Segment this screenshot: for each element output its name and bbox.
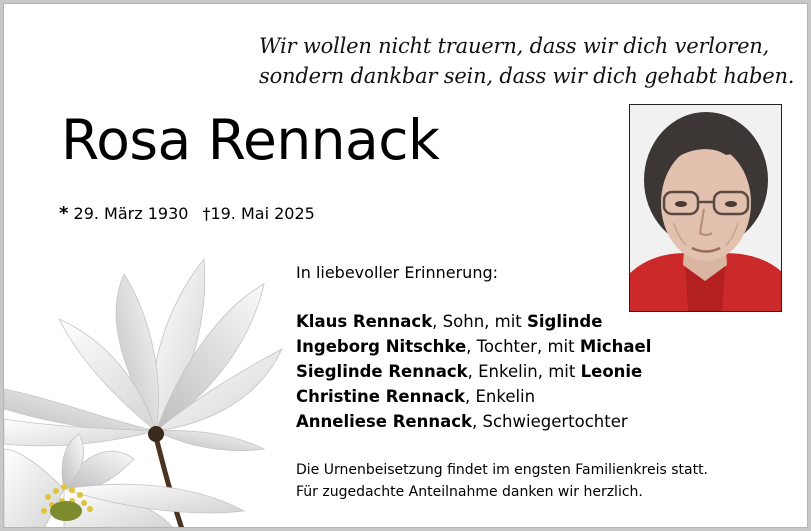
mourner-name: Ingeborg Nitschke xyxy=(296,337,467,356)
mourner-name: Christine Rennack xyxy=(296,387,465,406)
list-item xyxy=(296,309,651,334)
quote-line-1: Wir wollen nicht trauern, dass wir dich verloren, xyxy=(259,34,770,58)
mourner-relation: , Sohn, mit xyxy=(432,312,528,331)
list-item xyxy=(296,334,651,359)
portrait-photo xyxy=(629,104,782,312)
mourner-name: Klaus Rennack xyxy=(296,312,433,331)
mourner-list xyxy=(296,309,651,434)
remembrance-heading: In liebevoller Erinnerung: xyxy=(296,263,498,282)
list-item xyxy=(296,384,651,409)
list-item xyxy=(296,409,651,434)
deceased-name: Rosa Rennack xyxy=(61,108,440,172)
note-line-1: Die Urnenbeisetzung findet im engsten Familienkreis statt. xyxy=(296,462,709,478)
mourner-relation: , Schwiegertochter xyxy=(472,412,628,431)
quote-line-2: sondern dankbar sein, dass wir dich gehabt haben. xyxy=(259,64,795,88)
note-line-2: Für zugedachte Anteilnahme danken wir herzlich. xyxy=(296,484,643,500)
mourner-partner: Michael xyxy=(579,337,652,356)
memorial-quote xyxy=(259,31,794,91)
list-item xyxy=(296,359,651,384)
obituary-card xyxy=(3,3,808,528)
mourner-partner: Siglinde xyxy=(527,312,603,331)
death-mark: † xyxy=(202,204,211,223)
funeral-note xyxy=(296,459,708,503)
mourner-name: Anneliese Rennack xyxy=(296,412,472,431)
flower-icon xyxy=(4,249,294,528)
mourner-name: Sieglinde Rennack xyxy=(296,362,468,381)
life-dates xyxy=(59,203,315,224)
birth-mark: * xyxy=(59,203,69,224)
birth-date: 29. März 1930 xyxy=(73,204,189,223)
mourner-partner: Leonie xyxy=(580,362,643,381)
portrait-icon xyxy=(630,105,781,311)
death-date: 19. Mai 2025 xyxy=(210,204,315,223)
mourner-relation: , Enkelin, mit xyxy=(467,362,581,381)
mourner-relation: , Tochter, mit xyxy=(466,337,580,356)
mourner-relation: , Enkelin xyxy=(464,387,536,406)
